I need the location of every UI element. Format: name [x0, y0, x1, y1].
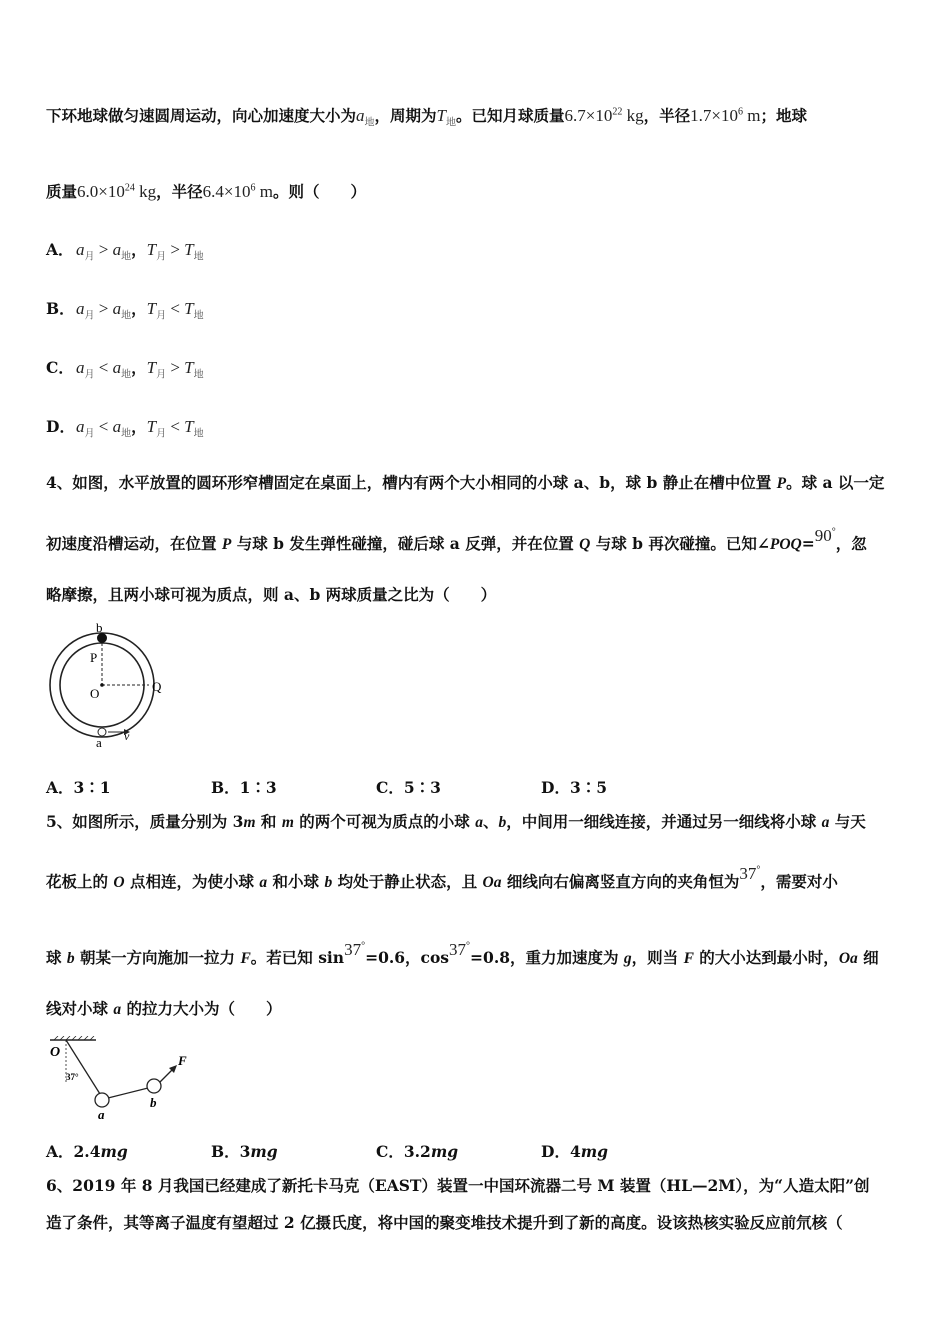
earth-mass: $6.0\times 10^{24}$ kg: [77, 182, 157, 201]
q3-option-c[interactable]: C． $a_月 < a_地$，$T_月 > T_地$: [46, 358, 204, 381]
label-f: F: [178, 1053, 187, 1068]
q5-choice-d[interactable]: D．4mg: [541, 1142, 608, 1161]
label-a: a: [98, 1107, 105, 1121]
accel-earth-symbol: $a_地$: [356, 106, 375, 129]
q3-option-d[interactable]: D．$a_月 < a_地$，$T_月 < T_地$: [46, 417, 204, 440]
q4-line-2: 初速度沿槽运动，在位置 P 与球 b 发生弹性碰撞，碰后球 a 反弹，并在位置 Q 与球 b 再次碰撞。已知∠POQ=90°，忽: [46, 526, 867, 553]
string-oa: [66, 1040, 100, 1094]
label-b: b: [96, 620, 103, 635]
earth-radius: $6.4\times 10^6$ m: [202, 182, 273, 201]
q6-line-2: 造了条件，其等离子温度有望超过 2 亿摄氏度，将中国的聚变堆技术提升到了新的高度。设该热核实验反应前氘核（: [46, 1213, 843, 1232]
label-p: P: [90, 650, 98, 665]
q4-choice-b[interactable]: B．1∶3: [211, 778, 277, 797]
q4-choice-c[interactable]: C．5∶3: [376, 778, 441, 797]
label-q: Q: [152, 679, 162, 694]
q5-line-2: 花板上的 O 点相连，为使小球 a 和小球 b 均处于静止状态，且 Oa 细线向右偏离竖直方向的夹角恒为37°，需要对小: [46, 864, 838, 891]
label-o: O: [50, 1045, 61, 1060]
q4-line-1: 4、如图，水平放置的圆环形窄槽固定在桌面上，槽内有两个大小相同的小球 a、b，球 b 静止在槽中位置 P。球 a 以一定: [46, 473, 885, 492]
q4-ring-figure: [46, 618, 176, 750]
label-v: v: [124, 729, 130, 743]
q5-choice-a[interactable]: A．2.4mg: [46, 1142, 128, 1161]
q5-line-3: 球 b 朝某一方向施加一拉力 F。若已知 sin37°=0.6，cos37°=0.8，重力加速度为 g，则当 F 的大小达到最小时，Oa 细: [46, 940, 879, 967]
q3-line-2: 质量$6.0\times 10^{24}$ kg，半径$6.4\times 10^6$ m。则（ ）: [46, 182, 366, 201]
label-b: b: [150, 1095, 157, 1110]
q3-option-a[interactable]: A． $a_月 > a_地$，$T_月 > T_地$: [46, 240, 204, 263]
q5-choice-c[interactable]: C．3.2mg: [376, 1142, 459, 1161]
moon-mass: $6.7\times 10^{22}$ kg: [564, 106, 644, 125]
q3-option-b[interactable]: B．$a_月 > a_地$，$T_月 < T_地$: [46, 299, 204, 322]
ball-b: [147, 1079, 161, 1093]
q5-choice-b[interactable]: B．3mg: [211, 1142, 278, 1161]
q5-line-4: 线对小球 a 的拉力大小为（ ）: [46, 999, 282, 1018]
center-dot: [100, 683, 104, 687]
q4-line-3: 略摩擦，且两小球可视为质点，则 a、b 两球质量之比为（ ）: [46, 585, 497, 604]
moon-radius: $1.7\times 10^6$ m: [690, 106, 761, 125]
label-a: a: [96, 735, 102, 750]
q4-choice-a[interactable]: A．3∶1: [46, 778, 111, 797]
label-o: O: [90, 686, 100, 701]
q6-line-1: 6、2019 年 8 月我国已经建成了新托卡马克（EAST）装置一中国环流器二号 M 装置（HL—2M），为“人造太阳”创: [46, 1176, 870, 1195]
label-angle: 37°: [66, 1072, 79, 1082]
ball-a: [95, 1093, 109, 1107]
period-earth-symbol: $T_地$: [436, 106, 456, 129]
q5-string-figure: [46, 1036, 206, 1121]
q5-line-1: 5、如图所示，质量分别为 3m 和 m 的两个可视为质点的小球 a、b，中间用一细线连接，并通过另一细线将小球 a 与天: [46, 812, 866, 831]
string-ab: [108, 1088, 148, 1098]
q3-line-1: 下环地球做匀速圆周运动，向心加速度大小为$a_地$，周期为$T_地$。已知月球质量$6.7\times 10^{22}$ kg，半径$1.7\times 10^6$ m；地球: [46, 106, 807, 129]
q4-choice-d[interactable]: D．3∶5: [541, 778, 608, 797]
